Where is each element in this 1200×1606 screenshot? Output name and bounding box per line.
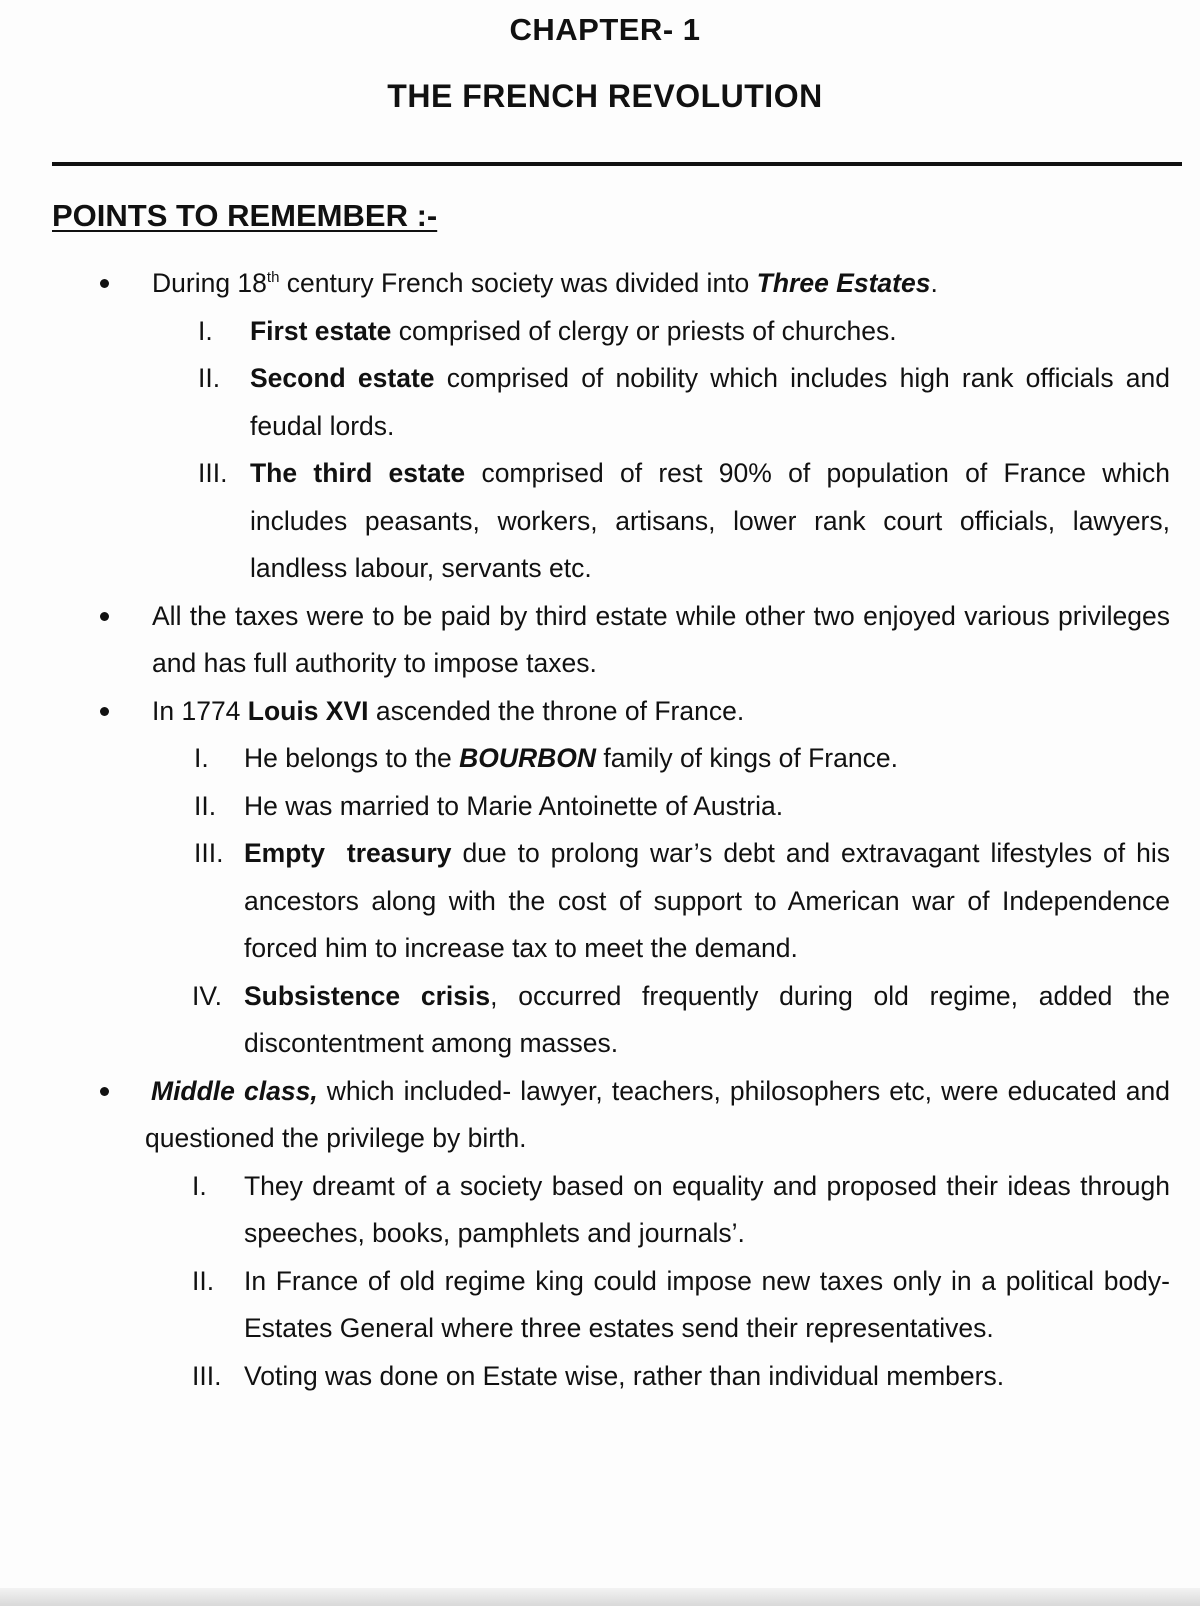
bullet-dot-icon bbox=[100, 612, 109, 621]
bullet-dot-icon bbox=[100, 279, 109, 288]
roman-numeral: III. bbox=[192, 1360, 222, 1391]
roman-numeral: III. bbox=[198, 458, 228, 488]
sub-point: II. He was married to Marie Antoinette of Austria. bbox=[0, 783, 1200, 831]
roman-numeral: I. bbox=[194, 743, 209, 773]
bullet-point: Middle class, which included- lawyer, teachers, philosophers etc, were educated and questioned the privilege by birth. bbox=[0, 1068, 1200, 1163]
roman-numeral: II. bbox=[192, 1265, 215, 1296]
sub-point: II. Second estate comprised of nobility which includes high rank officials and feudal lords. bbox=[0, 355, 1200, 450]
title-divider bbox=[52, 162, 1182, 166]
sub-point: III. The third estate comprised of rest 90% of population of France which includes peasants, workers, artisans, lower rank court officials, lawyers, landless labour, servants etc. bbox=[0, 450, 1200, 593]
sub-point: IV. Subsistence crisis, occurred frequently during old regime, added the discontentment among masses. bbox=[0, 973, 1200, 1068]
bullet-point: During 18th century French society was divided into Three Estates. bbox=[0, 260, 1200, 308]
chapter-label: CHAPTER- 1 bbox=[509, 12, 701, 47]
bullet-point: All the taxes were to be paid by third estate while other two enjoyed various privileges and has full authority to impose taxes. bbox=[0, 593, 1200, 688]
sub-point: III. Empty treasury due to prolong war’s debt and extravagant lifestyles of his ancestors along with the cost of support to American war of Independence forced him to increase tax to meet the demand. bbox=[0, 830, 1200, 973]
section-heading: POINTS TO REMEMBER :- bbox=[52, 198, 438, 233]
sub-point: III. Voting was done on Estate wise, rather than individual members. bbox=[0, 1353, 1200, 1401]
bullet-dot-icon bbox=[100, 707, 109, 716]
sub-point: I. First estate comprised of clergy or priests of churches. bbox=[0, 308, 1200, 356]
roman-numeral: I. bbox=[198, 315, 213, 346]
roman-numeral: II. bbox=[198, 363, 221, 393]
emphasis-text: BOURBON bbox=[459, 743, 597, 773]
sub-point: I. He belongs to the BOURBON family of kings of France. bbox=[0, 735, 1200, 783]
emphasis-text: Three Estates bbox=[756, 268, 931, 298]
chapter-title: THE FRENCH REVOLUTION bbox=[387, 78, 823, 114]
roman-numeral: I. bbox=[192, 1170, 207, 1201]
bullet-dot-icon bbox=[100, 1087, 109, 1096]
roman-numeral: II. bbox=[194, 790, 217, 821]
sub-point: II. In France of old regime king could impose new taxes only in a political body- Estates General where three estates send their representatives. bbox=[0, 1258, 1200, 1353]
bullet-point: In 1774 Louis XVI ascended the throne of France. bbox=[0, 688, 1200, 736]
page-bottom-edge bbox=[0, 1588, 1200, 1606]
emphasis-text: Middle class, bbox=[151, 1075, 318, 1106]
points-list bbox=[0, 260, 1200, 1400]
roman-numeral: III. bbox=[194, 838, 224, 868]
roman-numeral: IV. bbox=[192, 980, 222, 1011]
sub-point: I. They dreamt of a society based on equality and proposed their ideas through speeches, books, pamphlets and journals’. bbox=[0, 1163, 1200, 1258]
